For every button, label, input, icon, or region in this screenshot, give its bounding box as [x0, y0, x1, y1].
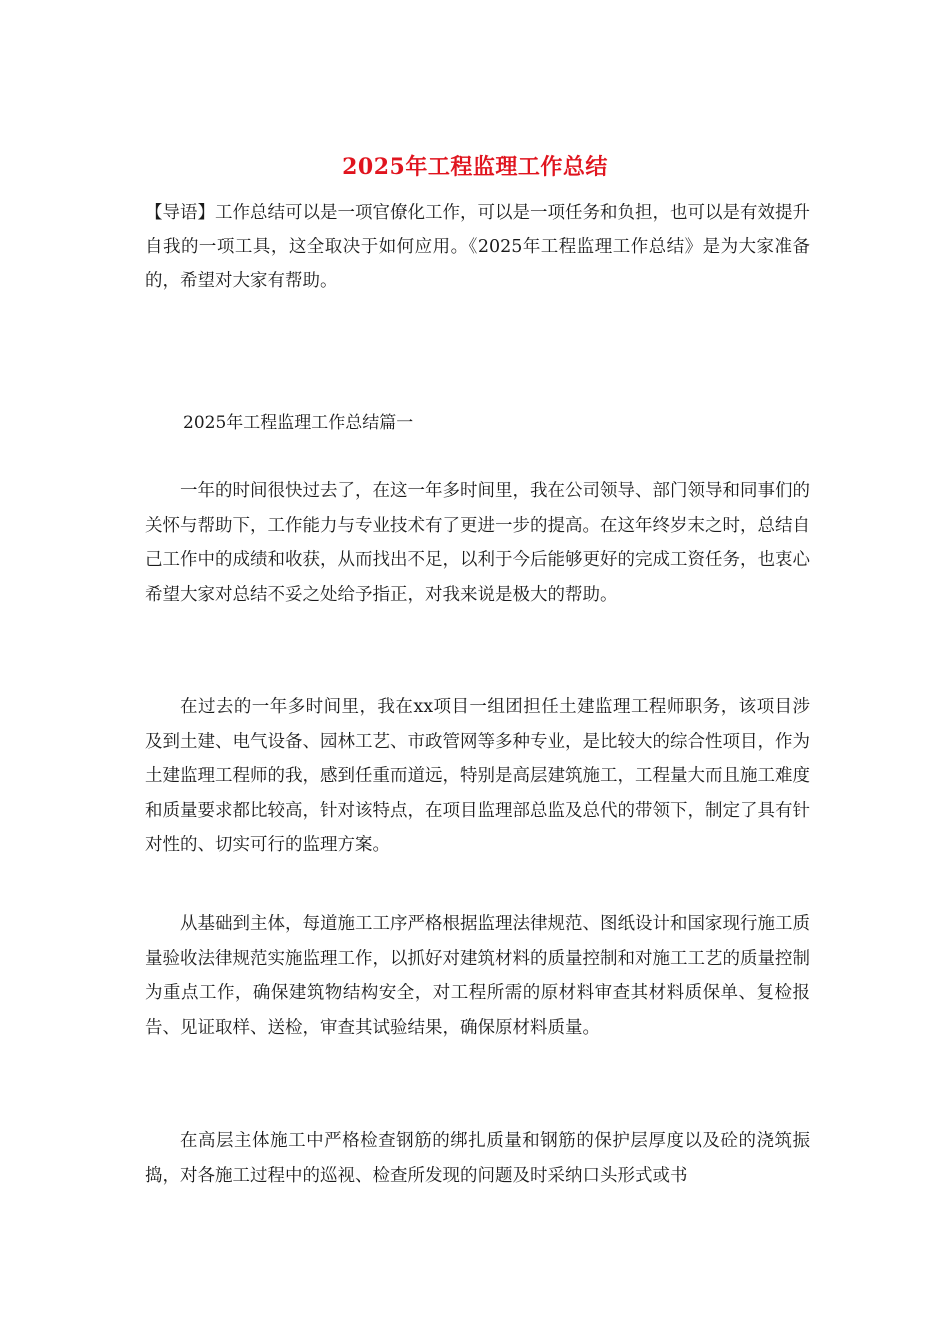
body-paragraph-1: 一年的时间很快过去了，在这一年多时间里，我在公司领导、部门领导和同事们的关怀与帮助下，工作能力与专业技术有了更进一步的提高。在这年终岁末之时，总结自己工作中的成绩和收获，从而找出不足，以利于今后能够更好的完成工资任务，也衷心希望大家对总结不妥之处给予指正，对我来说是极大的帮助。 [145, 481, 810, 605]
section-heading: 2025年工程监理工作总结篇一 [183, 413, 414, 433]
document-title: 2025年工程监理工作总结 [342, 154, 608, 180]
body-paragraph-2: 在过去的一年多时间里，我在xx项目一组团担任土建监理工程师职务，该项目涉及到土建、电气设备、园林工艺、市政管网等多种专业，是比较大的综合性项目，作为土建监理工程师的我，感到任重而道远，特别是高层建筑施工，工程量大而且施工难度和质量要求都比较高，针对该特点，在项目监理部总监及总代的带领下，制定了具有针对性的、切实可行的监理方案。 [145, 697, 810, 856]
body-paragraph-4: 在高层主体施工中严格检查钢筋的绑扎质量和钢筋的保护层厚度以及砼的浇筑振捣，对各施工过程中的巡视、检查所发现的问题及时采纳口头形式或书 [145, 1131, 810, 1186]
lead-paragraph: 【导语】工作总结可以是一项官僚化工作，可以是一项任务和负担，也可以是有效提升自我的一项工具，这全取决于如何应用。《2025年工程监理工作总结》是为大家准备的，希望对大家有帮助。 [145, 203, 810, 291]
body-paragraph-3: 从基础到主体，每道施工工序严格根据监理法律规范、图纸设计和国家现行施工质量验收法律规范实施监理工作，以抓好对建筑材料的质量控制和对施工工艺的质量控制为重点工作，确保建筑物结构安全，对工程所需的原材料审查其材料质保单、复检报告、见证取样、送检，审查其试验结果，确保原材料质量。 [145, 914, 810, 1038]
